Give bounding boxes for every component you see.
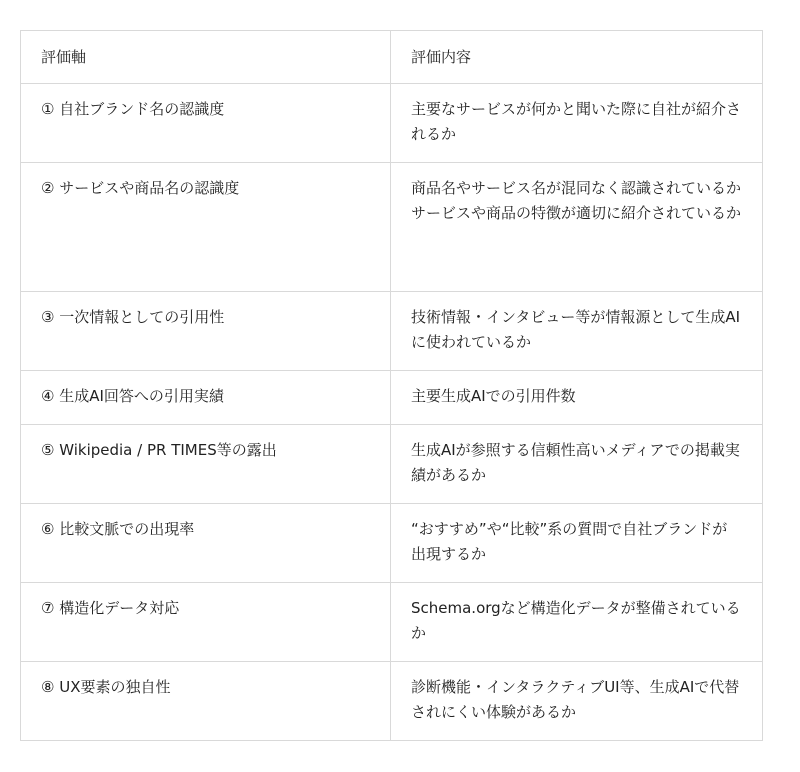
table-row xyxy=(21,504,763,583)
table-row xyxy=(21,662,763,741)
row-axis: ② サービスや商品名の認識度 xyxy=(21,163,391,292)
table-row xyxy=(21,163,763,292)
row-content xyxy=(391,583,763,662)
row-axis: ⑧ UX要素の独自性 xyxy=(21,662,391,741)
row-content xyxy=(391,662,763,741)
table-row xyxy=(21,84,763,163)
row-axis: ⑦ 構造化データ対応 xyxy=(21,583,391,662)
content-line: 技術情報・インタビュー等が情報源として生成AIに使われているか xyxy=(411,308,741,351)
table-header-row xyxy=(21,31,763,84)
content-line: サービスや商品の特徴が適切に紹介されているか xyxy=(411,204,742,222)
row-axis: ① 自社ブランド名の認識度 xyxy=(21,84,391,163)
content-line: Schema.orgなど構造化データが整備されているか xyxy=(411,599,741,642)
table-row xyxy=(21,583,763,662)
content-line: 診断機能・インタラクティブUI等、生成AIで代替されにくい体験があるか xyxy=(411,678,740,721)
content-line: 商品名やサービス名が混同なく認識されているか xyxy=(411,179,742,197)
content-line: 生成AIが参照する信頼性高いメディアでの掲載実績があるか xyxy=(411,441,740,484)
row-axis: ⑥ 比較文脈での出現率 xyxy=(21,504,391,583)
content-line: 主要なサービスが何かと聞いた際に自社が紹介されるか xyxy=(411,100,742,143)
row-content xyxy=(391,371,763,425)
evaluation-table-container xyxy=(20,30,762,741)
header-axis: 評価軸 xyxy=(21,31,391,84)
row-content xyxy=(391,84,763,163)
row-axis: ③ 一次情報としての引用性 xyxy=(21,292,391,371)
row-content xyxy=(391,292,763,371)
row-content xyxy=(391,425,763,504)
header-content: 評価内容 xyxy=(391,31,763,84)
row-content xyxy=(391,163,763,292)
row-axis: ⑤ Wikipedia / PR TIMES等の露出 xyxy=(21,425,391,504)
content-line: “おすすめ”や“比較”系の質問で自社ブランドが出現するか xyxy=(411,520,728,563)
evaluation-table xyxy=(20,30,763,741)
table-row xyxy=(21,292,763,371)
row-axis: ④ 生成AI回答への引用実績 xyxy=(21,371,391,425)
table-row xyxy=(21,371,763,425)
content-line: 主要生成AIでの引用件数 xyxy=(411,387,576,405)
table-row xyxy=(21,425,763,504)
row-content xyxy=(391,504,763,583)
